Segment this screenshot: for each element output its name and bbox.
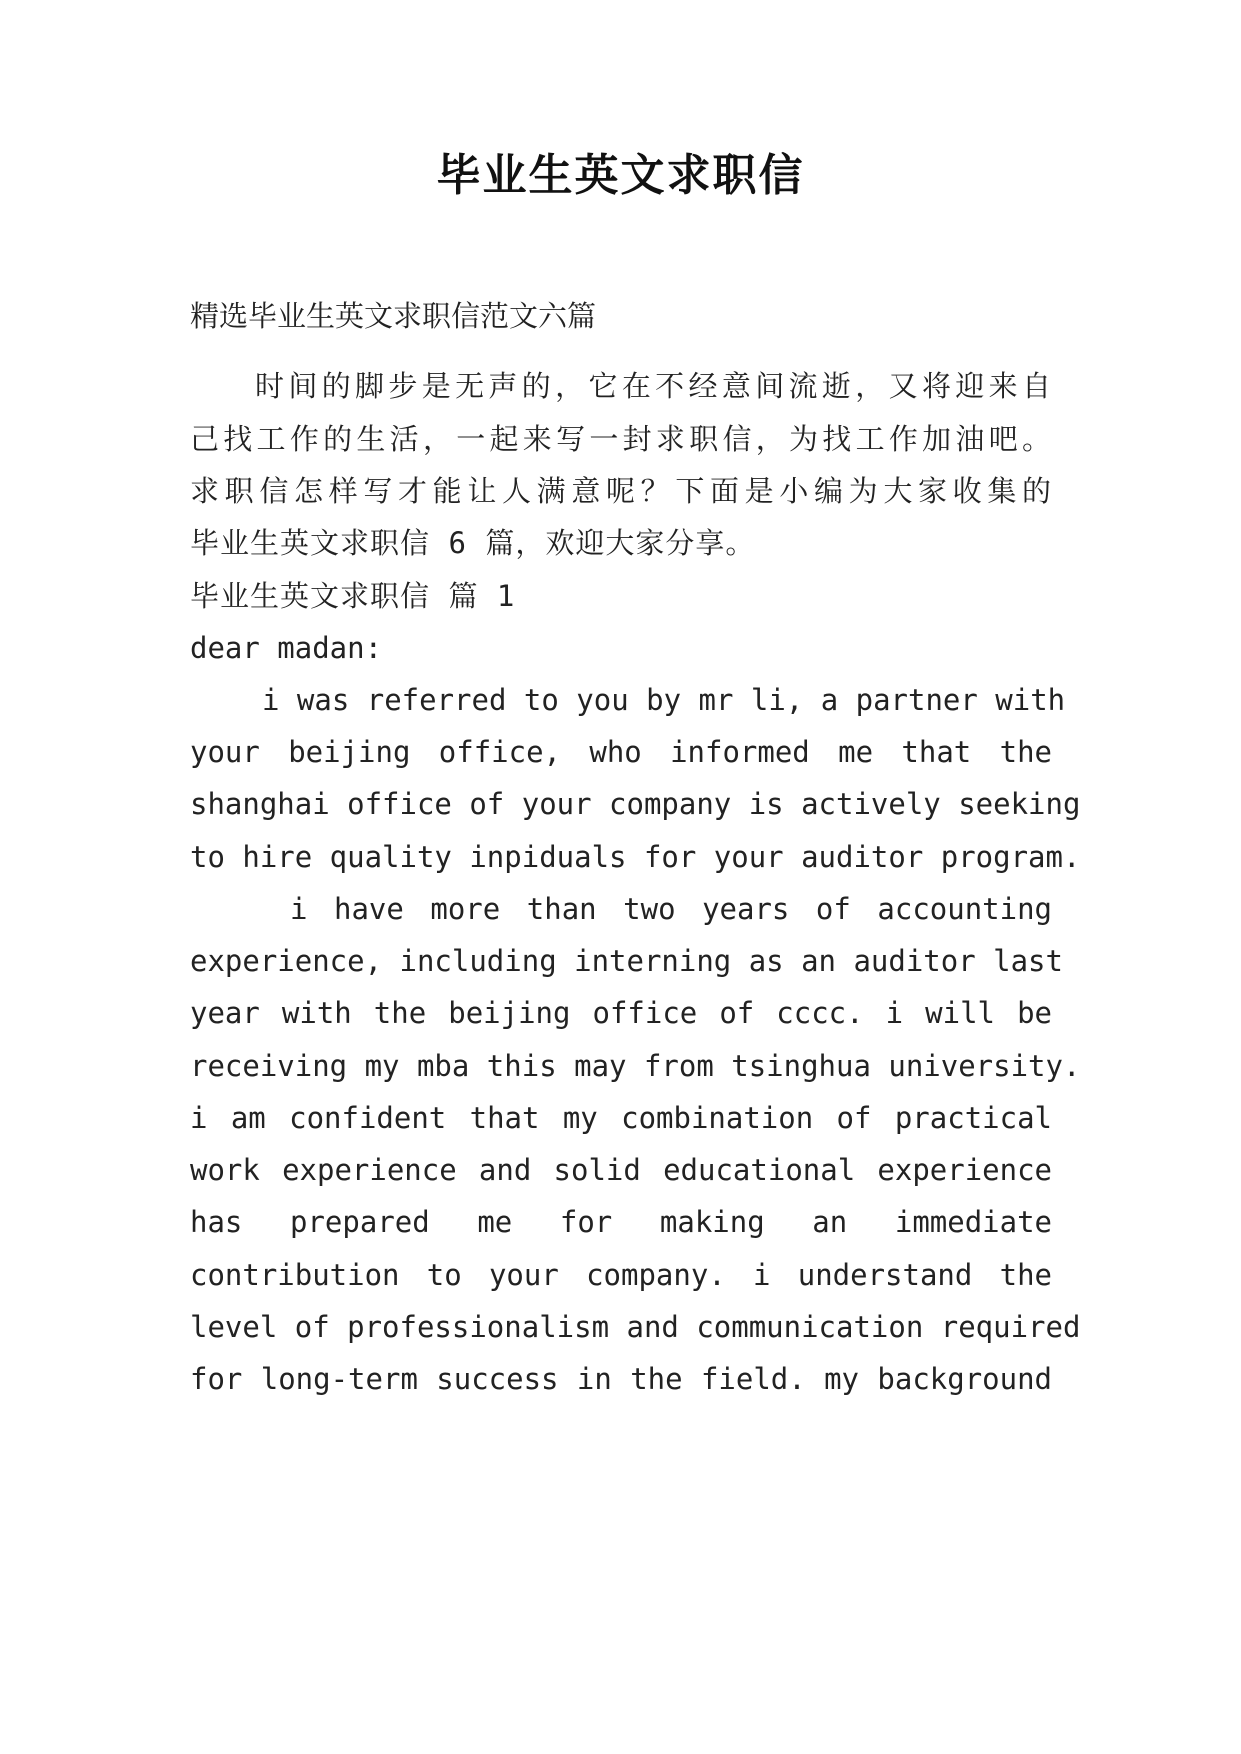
- paragraph-line: year with the beijing office of cccc. i will be: [190, 996, 1052, 1030]
- paragraph-line: for long-term success in the field. my background: [190, 1362, 1052, 1396]
- paragraph-line: experience, including interning as an auditor last: [190, 944, 1063, 978]
- paragraph-line: work experience and solid educational experience: [190, 1153, 1052, 1187]
- paragraph-line: receiving my mba this may from tsinghua university.: [190, 1049, 1081, 1083]
- paragraph-line: i was referred to you by mr li, a partner with: [262, 683, 1066, 717]
- intro-line: 毕业生英文求职信 6 篇，欢迎大家分享。: [190, 526, 756, 560]
- intro-line: 时间的脚步是无声的，它在不经意间流逝，又将迎来自: [255, 369, 1052, 403]
- section-heading: 毕业生英文求职信 篇 1: [190, 579, 516, 613]
- paragraph-line: i have more than two years of accounting: [290, 892, 1052, 926]
- salutation: dear madan:: [190, 631, 383, 665]
- paragraph-line: your beijing office, who informed me that the: [190, 735, 1052, 769]
- paragraph-line: contribution to your company. i understand the: [190, 1258, 1052, 1292]
- intro-line: 己找工作的生活，一起来写一封求职信，为找工作加油吧。: [190, 422, 1052, 456]
- page-title: 毕业生英文求职信: [436, 150, 805, 201]
- paragraph-line: shanghai office of your company is actively seeking: [190, 787, 1081, 821]
- paragraph-line: to hire quality inpiduals for your auditor program.: [190, 840, 1081, 874]
- paragraph-line: level of professionalism and communication required: [190, 1310, 1081, 1344]
- paragraph-line: has prepared me for making an immediate: [190, 1205, 1052, 1239]
- intro-line: 求职信怎样写才能让人满意呢？下面是小编为大家收集的: [190, 474, 1052, 508]
- document-subtitle: 精选毕业生英文求职信范文六篇: [190, 299, 597, 333]
- paragraph-line: i am confident that my combination of practical: [190, 1101, 1052, 1135]
